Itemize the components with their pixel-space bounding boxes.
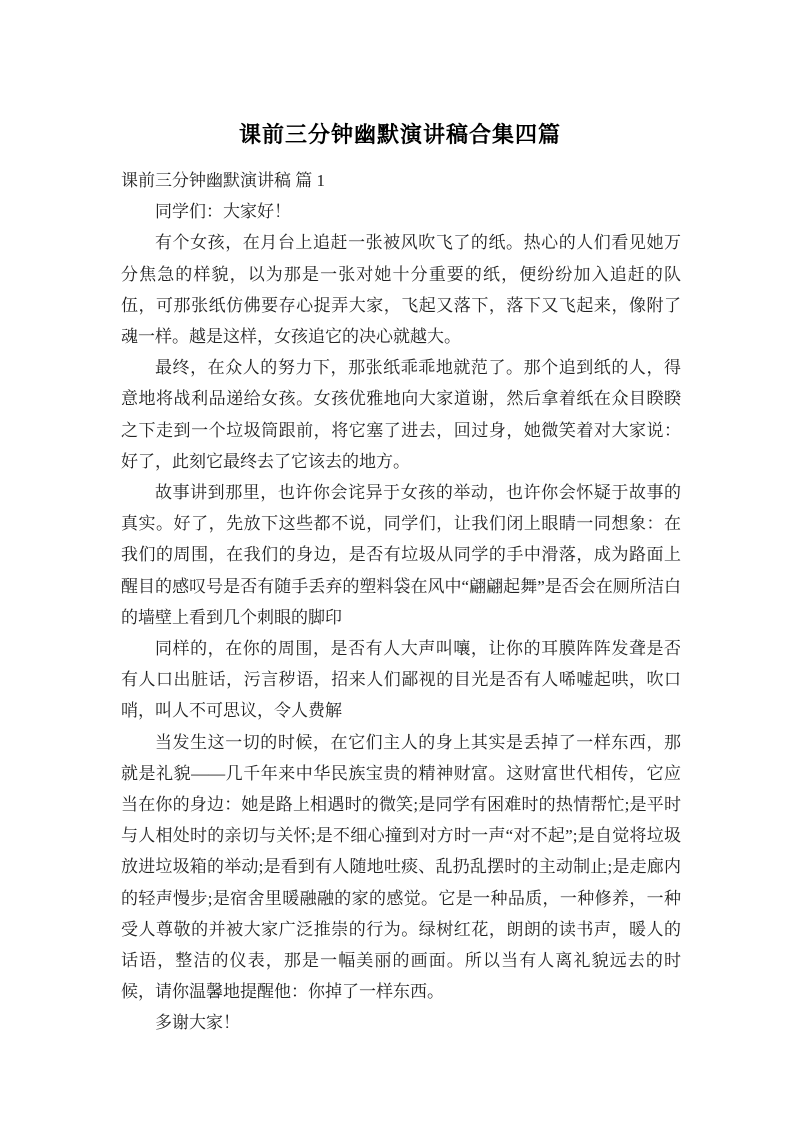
paragraph-conclusion: 当发生这一切的时候，在它们主人的身上其实是丢掉了一样东西，那就是礼貌——几千年来中华民族宝贵的精神财富。这财富世代相传，它应当在你的身边：她是路上相遇时的微笑;是同学有困难时的热情帮忙;是平时与人相处时的亲切与关怀;是不细心撞到对方时一声“对不起”;是自觉将垃圾放进垃圾箱的举动;是看到有人随地吐痰、乱扔乱摆时的主动制止;是走廊内的轻声慢步;是宿舍里暖融融的家的感觉。它是一种品质，一种修养，一种受人尊敬的并被大家广泛推崇的行为。绿树红花，朗朗的读书声，暖人的话语，整洁的仪表，那是一幅美丽的画面。所以当有人离礼貌远去的时候，请你温馨地提醒他：你掉了一样东西。	[121, 732, 681, 1002]
paragraph-thanks: 多谢大家！	[155, 1013, 240, 1033]
paragraph-story-1: 有个女孩，在月台上追赶一张被风吹飞了的纸。热心的人们看见她万分焦急的样貌，以为那是一张对她十分重要的纸，便纷纷加入追赶的队伍，可那张纸仿佛要存心捉弄大家，飞起又落下，落下又飞起来，像附了魂一样。越是这样，女孩追它的决心就越大。	[121, 233, 681, 347]
paragraph-greeting: 同学们：大家好！	[155, 202, 291, 222]
paragraph-reflection-1: 故事讲到那里，也许你会诧异于女孩的举动，也许你会怀疑于故事的真实。好了，先放下这些都不说，同学们，让我们闭上眼睛一同想象：在我们的周围，在我们的身边，是否有垃圾从同学的手中滑落，成为路面上醒目的感叹号是否有随手丢弃的塑料袋在风中“翩翩起舞”是否会在厕所洁白的墙壁上看到几个刺眼的脚印	[121, 483, 681, 627]
paragraph-story-2: 最终，在众人的努力下，那张纸乖乖地就范了。那个追到纸的人，得意地将战利品递给女孩。女孩优雅地向大家道谢，然后拿着纸在众目睽睽之下走到一个垃圾筒跟前，将它塞了进去，回过身，她微笑着对大家说：好了，此刻它最终去了它该去的地方。	[121, 358, 681, 471]
section-heading: 课前三分钟幽默演讲稿 篇 1	[121, 171, 325, 190]
document-title: 课前三分钟幽默演讲稿合集四篇	[238, 122, 561, 147]
paragraph-reflection-2: 同样的，在你的周围，是否有人大声叫嚷，让你的耳膜阵阵发聋是否有人口出脏话，污言秽语，招来人们鄙视的目光是否有人唏嘘起哄，吹口哨，叫人不可思议，令人费解	[121, 639, 681, 721]
document-body	[121, 165, 681, 1039]
